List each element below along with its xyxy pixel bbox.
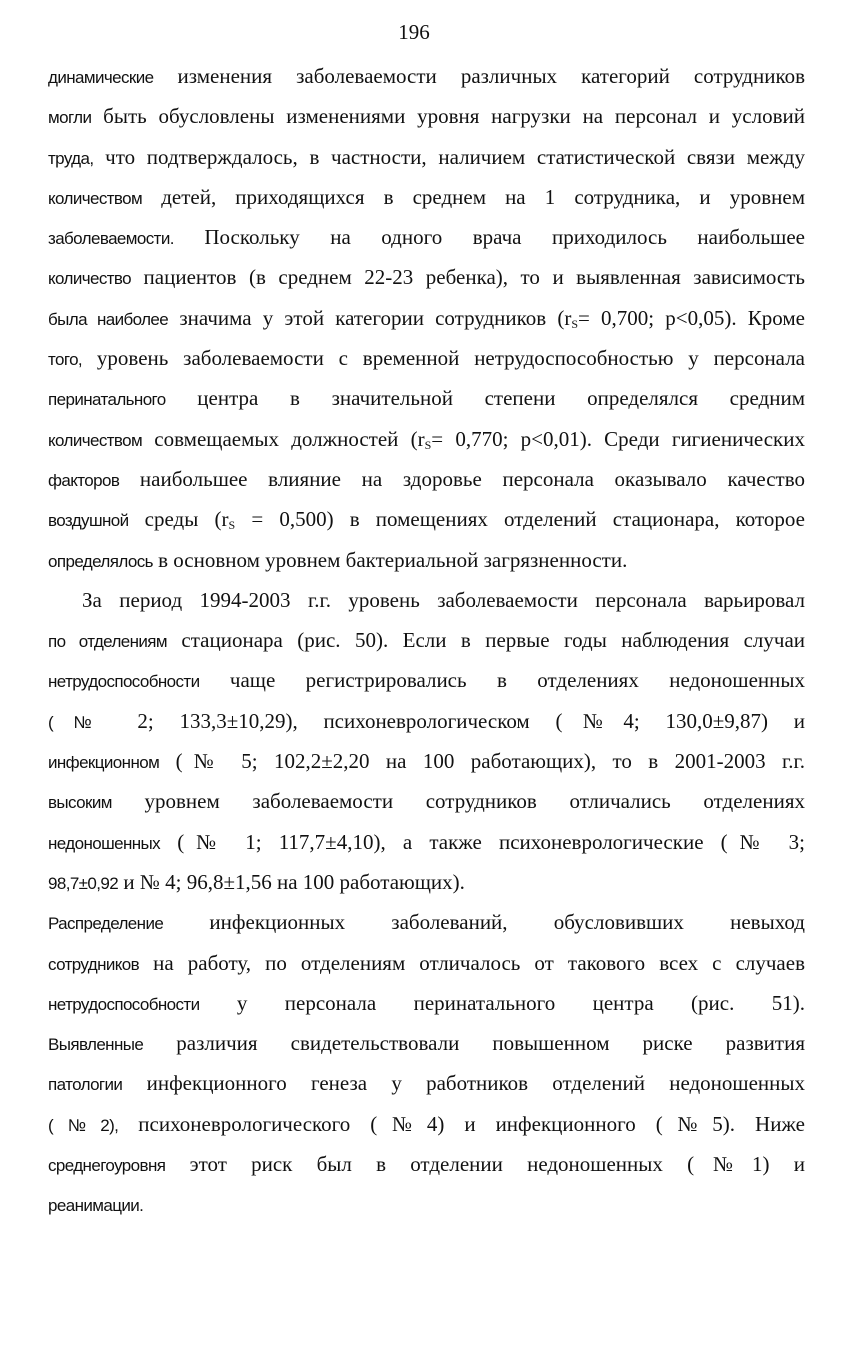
- line-text: значима у этой категории сотрудников (r: [168, 305, 572, 330]
- line-text: в основном уровнем бактериальной загрязненности.: [152, 547, 628, 572]
- text-line: [48, 1104, 805, 1144]
- text-line: [48, 338, 805, 378]
- line-start-text: того,: [48, 350, 83, 370]
- line-text-continued: = 0,700; p<0,05). Кроме: [578, 305, 805, 330]
- line-start-text: Распределение: [48, 914, 164, 934]
- line-start-text: была наиболее: [48, 309, 169, 329]
- line-start-text: количество: [48, 269, 132, 289]
- line-text: наибольшее влияние на здоровье персонала оказывало качество: [119, 466, 805, 491]
- line-text-continued: = 0,770; p<0,01). Среди гигиенических: [431, 426, 805, 451]
- line-start-text: заболеваемости.: [48, 229, 174, 249]
- body-text: [48, 56, 805, 1225]
- line-start-text: количеством: [48, 430, 143, 450]
- text-line: [48, 177, 805, 217]
- line-start-text: инфекционном: [48, 753, 160, 773]
- line-text: За период 1994-2003 г.г. уровень заболеваемости персонала варьировал: [82, 587, 805, 612]
- line-start-text: среднегоуровня: [48, 1156, 166, 1176]
- line-text: этот риск был в отделении недоношенных (№1) и: [165, 1152, 805, 1177]
- text-line: [48, 459, 805, 499]
- text-line: [48, 217, 805, 257]
- line-start-text: Выявленные: [48, 1035, 144, 1055]
- text-line: [48, 902, 805, 942]
- line-start-text: нетрудоспособности: [48, 672, 200, 692]
- line-text: стационара (рис. 50). Если в первые годы наблюдения случаи: [167, 628, 805, 653]
- text-line: [48, 257, 805, 297]
- line-text: среды (r: [128, 507, 229, 532]
- line-start-text: динамические: [48, 68, 154, 87]
- line-start-text: (№: [48, 712, 112, 732]
- text-line: [48, 137, 805, 177]
- line-start-text: могли: [48, 108, 92, 128]
- subscript: S: [571, 316, 579, 331]
- line-start-text: по отделениям: [48, 632, 168, 652]
- line-start-text: определялось: [48, 551, 153, 571]
- line-start-text: воздушной: [48, 511, 129, 531]
- text-line: [48, 943, 805, 983]
- text-line: [48, 1063, 805, 1103]
- line-text: центра в значительной степени определялся средним: [165, 386, 805, 411]
- line-text: пациентов (в среднем 22-23 ребенка), то и выявленная зависимость: [131, 265, 805, 290]
- line-text: быть обусловлены изменениями уровня нагрузки на персонал и условий: [91, 104, 805, 129]
- line-start-text: 98,7±0,92: [48, 873, 119, 893]
- line-text: чаще регистрировались в отделениях недоношенных: [199, 668, 805, 693]
- text-line: [48, 1184, 805, 1224]
- text-line: [48, 56, 805, 96]
- text-line: [48, 620, 805, 660]
- line-start-text: факторов: [48, 470, 120, 490]
- line-start-text: реанимации.: [48, 1196, 144, 1216]
- subscript: S: [228, 518, 236, 533]
- text-line: [48, 983, 805, 1023]
- text-line: [48, 419, 805, 459]
- line-text: совмещаемых должностей (r: [142, 426, 425, 451]
- line-start-text: труда,: [48, 148, 94, 168]
- text-line: [48, 540, 805, 580]
- line-text: (№ 1; 117,7±4,10), а также психоневрологические (№ 3;: [160, 829, 805, 854]
- line-text: 2; 133,3±10,29), психоневрологическом (№4; 130,0±9,87) и: [111, 708, 805, 733]
- line-start-text: (№2),: [48, 1115, 119, 1135]
- text-line: [48, 580, 805, 620]
- text-line: [48, 701, 805, 741]
- line-text: детей, приходящихся в среднем на 1 сотрудника, и уровнем: [142, 184, 805, 209]
- line-text: изменения заболеваемости различных категорий сотрудников: [153, 64, 805, 88]
- text-line: [48, 660, 805, 700]
- page-number: 196: [398, 20, 430, 44]
- line-start-text: высоким: [48, 793, 112, 813]
- text-line: [48, 298, 805, 338]
- line-start-text: сотрудников: [48, 954, 140, 974]
- text-line: [48, 378, 805, 418]
- line-text: и № 4; 96,8±1,56 на 100 работающих).: [118, 869, 465, 894]
- text-line: [48, 781, 805, 821]
- text-line: [48, 499, 805, 539]
- text-line: [48, 1144, 805, 1184]
- line-text: что подтверждалось, в частности, наличием статистической связи между: [93, 144, 805, 169]
- line-text: (№ 5; 102,2±2,20 на 100 работающих), то в 2001-2003 г.г.: [159, 749, 805, 774]
- subscript: S: [424, 437, 432, 452]
- line-text: различия свидетельствовали повышенном риске развития: [143, 1031, 805, 1056]
- line-text: на работу, по отделениям отличалось от такового всех с случаев: [139, 950, 805, 975]
- line-start-text: количеством: [48, 188, 143, 208]
- line-text: инфекционных заболеваний, обусловивших невыход: [163, 910, 805, 935]
- line-text: уровнем заболеваемости сотрудников отличались отделениях: [111, 789, 805, 814]
- line-text: инфекционного генеза у работников отделений недоношенных: [122, 1071, 805, 1096]
- text-line: [48, 1023, 805, 1063]
- text-line: [48, 741, 805, 781]
- line-text-continued: = 0,500) в помещениях отделений стационара, которое: [235, 507, 805, 532]
- text-line: [48, 822, 805, 862]
- line-start-text: нетрудоспособности: [48, 994, 200, 1014]
- line-start-text: перинатального: [48, 390, 166, 410]
- text-line: [48, 96, 805, 136]
- line-text: Поскольку на одного врача приходилось наибольшее: [173, 225, 805, 250]
- line-text: уровень заболеваемости с временной нетрудоспособностью у персонала: [82, 346, 805, 371]
- line-start-text: недоношенных: [48, 833, 161, 853]
- line-text: психоневрологического (№4) и инфекционного (№5). Ниже: [118, 1111, 805, 1136]
- line-text: у персонала перинатального центра (рис. 51).: [199, 990, 805, 1015]
- text-line: [48, 862, 805, 902]
- line-start-text: патологии: [48, 1075, 123, 1095]
